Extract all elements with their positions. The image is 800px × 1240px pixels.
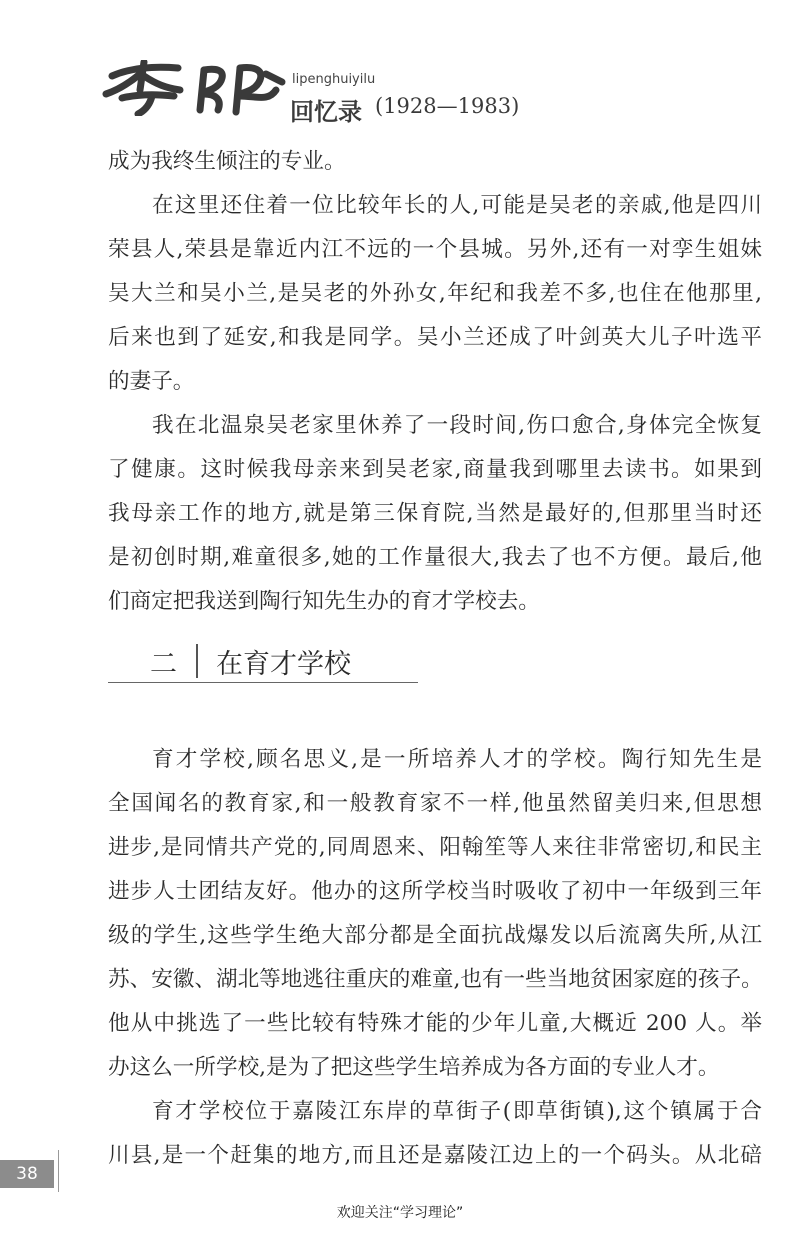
text-line: 我母亲工作的地方,就是第三保育院,当然是最好的,但那里当时还 [108, 501, 762, 526]
text-line: 苏、安徽、湖北等地逃往重庆的难童,也有一些当地贫困家庭的孩子。 [108, 967, 763, 992]
body-text-bottom [108, 738, 762, 1178]
text-line: 荣县人,荣县是靠近内江不远的一个县城。另外,还有一对孪生姐妹 [108, 237, 762, 262]
text-line: 进步人士团结友好。他办的这所学校当时吸收了初中一年级到三年 [108, 879, 762, 904]
section-number: 二 [150, 649, 177, 680]
section-title: 在育才学校 [216, 649, 351, 680]
text-line: 我在北温泉吴老家里休养了一段时间,伤口愈合,身体完全恢复 [152, 413, 762, 438]
header-years: (1928—1983) [375, 94, 520, 118]
text-line: 们商定把我送到陶行知先生办的育才学校去。 [108, 589, 540, 614]
text-line: 级的学生,这些学生绝大部分都是全面抗战爆发以后流离失所,从江 [108, 923, 762, 948]
text-line: 办这么一所学校,是为了把这些学生培养成为各方面的专业人才。 [108, 1055, 720, 1080]
text-line: 的妻子。 [108, 369, 195, 394]
text-line: 是初创时期,难童很多,她的工作量很大,我去了也不方便。最后,他 [108, 545, 762, 570]
paragraph [108, 1090, 762, 1178]
paragraph [108, 184, 762, 404]
section-heading [108, 638, 418, 686]
text-line: 成为我终生倾注的专业。 [108, 149, 346, 174]
section-underline [108, 682, 418, 683]
paragraph [108, 404, 762, 624]
signature-calligraphy [100, 60, 290, 116]
page-number-rule [58, 1150, 59, 1192]
text-line: 全国闻名的教育家,和一般教育家不一样,他虽然留美归来,但思想 [108, 791, 762, 816]
text-line: 川县,是一个赶集的地方,而且还是嘉陵江边上的一个码头。从北碚 [108, 1143, 762, 1168]
header-title: 回忆录 [290, 98, 362, 126]
text-line: 后来也到了延安,和我是同学。吴小兰还成了叶剑英大儿子叶选平 [108, 325, 762, 350]
text-line: 他从中挑选了一些比较有特殊才能的少年儿童,大概近 200 人。举 [108, 1011, 762, 1036]
text-line: 育才学校位于嘉陵江东岸的草街子(即草街镇),这个镇属于合 [152, 1099, 762, 1124]
section-divider [196, 644, 198, 678]
footer-note: 欢迎关注“学习理论” [336, 1205, 464, 1221]
text-line: 在这里还住着一位比较年长的人,可能是吴老的亲戚,他是四川 [152, 193, 762, 218]
text-line: 进步,是同情共产党的,同周恩来、阳翰笙等人来往非常密切,和民主 [108, 835, 762, 860]
body-text-top [108, 140, 762, 624]
paragraph [108, 738, 762, 1090]
text-line: 育才学校,顾名思义,是一所培养人才的学校。陶行知先生是 [152, 747, 762, 772]
paragraph [108, 140, 762, 184]
text-line: 吴大兰和吴小兰,是吴老的外孙女,年纪和我差不多,也住在他那里, [108, 281, 762, 306]
header-pinyin: lipenghuiyilu [292, 72, 376, 87]
running-header [100, 52, 520, 126]
text-line: 了健康。这时候我母亲来到吴老家,商量我到哪里去读书。如果到 [108, 457, 762, 482]
page-number: 38 [0, 1160, 54, 1188]
